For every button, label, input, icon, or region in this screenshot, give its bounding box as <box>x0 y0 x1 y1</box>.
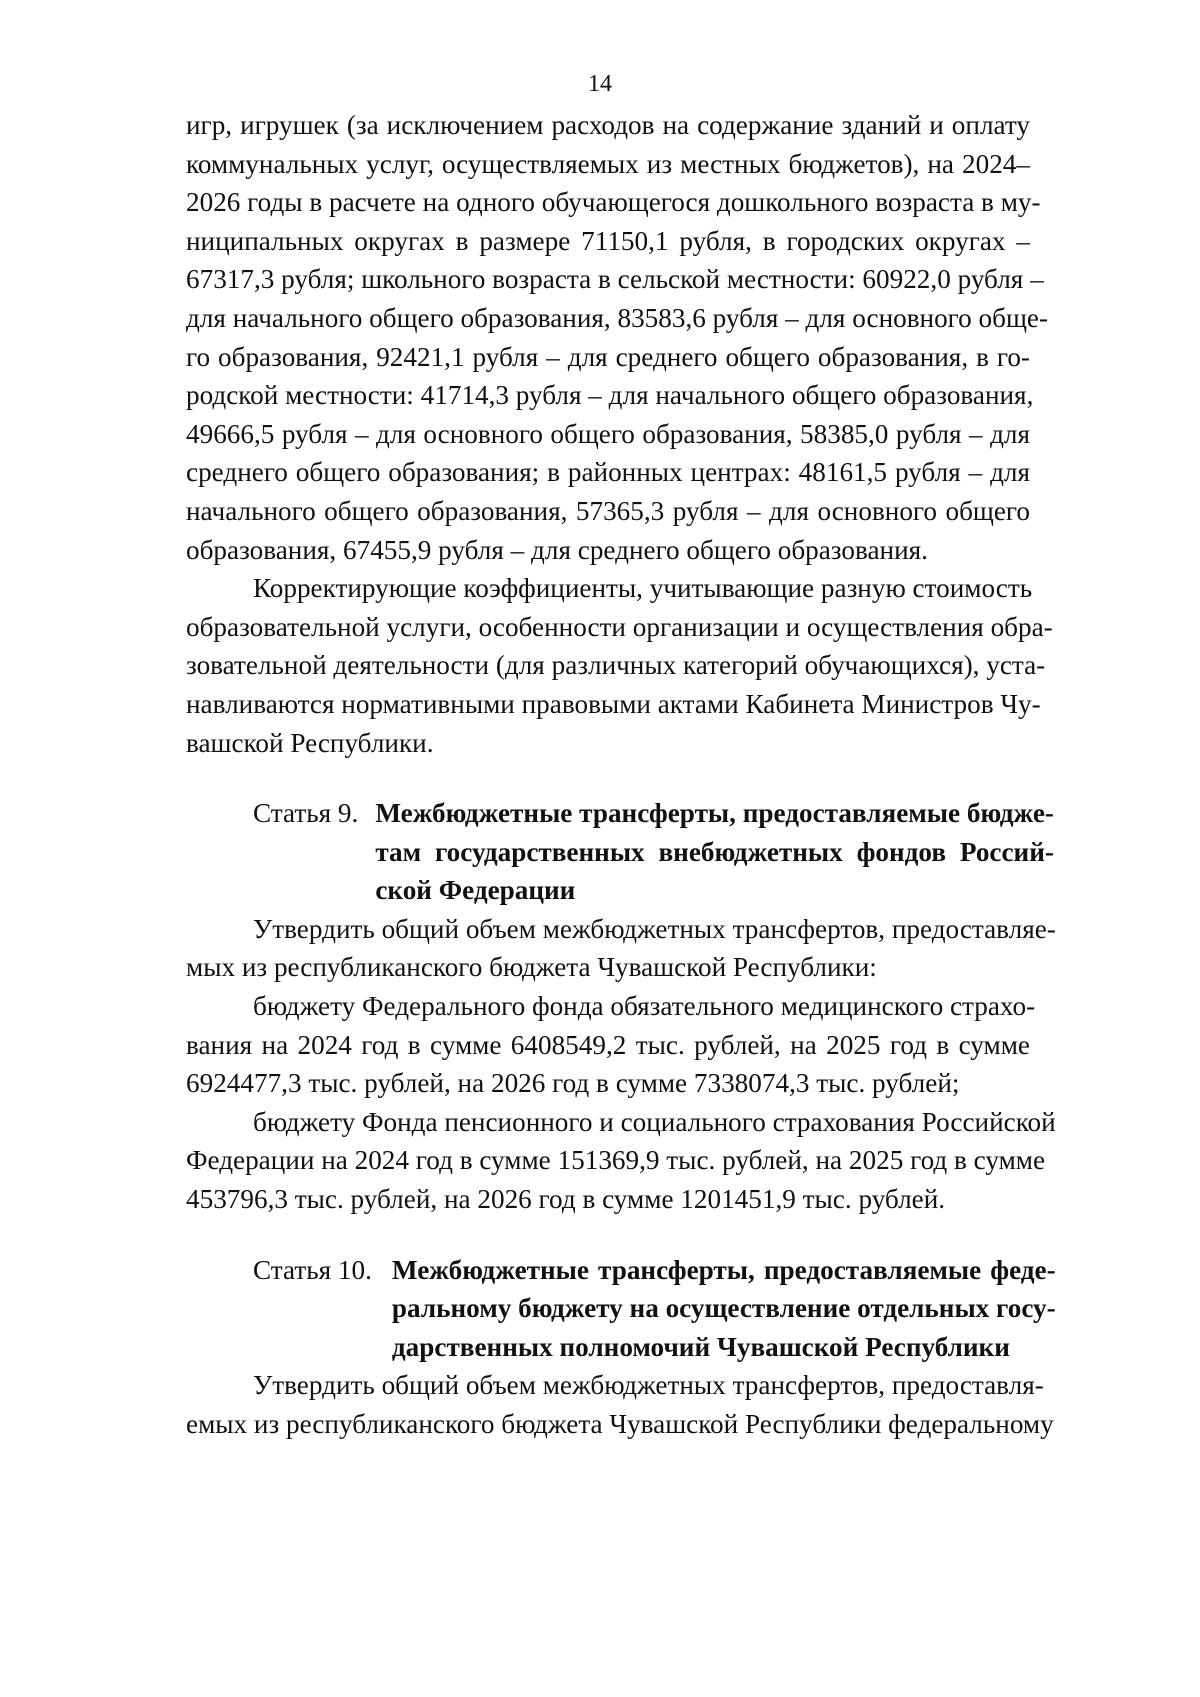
title-line: ральному бюджету на осуществление отдельных госу- <box>391 1293 1056 1324</box>
title-line: там государственных внебюджетных фондов Россий- <box>375 836 1054 867</box>
text-line: навливаются нормативными правовыми актами Кабинета Министров Чу- <box>186 688 1041 719</box>
text-line: 67317,3 рубля; школьного возраста в сельской местности: 60922,0 рубля – <box>186 264 1044 295</box>
text-line: ниципальных округах в размере 71150,1 рубля, в городских округах – <box>186 225 1030 256</box>
title-line: Межбюджетные трансферты, предоставляемые бюдже- <box>375 798 1054 829</box>
text-line: 49666,5 рубля – для основного общего образования, 58385,0 рубля – для <box>186 418 1030 449</box>
text-line: бюджету Федерального фонда обязательного медицинского страхо- <box>253 991 1036 1022</box>
article-10-title <box>372 1251 1056 1367</box>
text-line: Утвердить общий объем межбюджетных трансфертов, предоставляе- <box>253 913 1056 944</box>
text-line: Корректирующие коэффициенты, учитывающие разную стоимость <box>253 573 1033 604</box>
title-line: дарственных полномочий Чувашской Республики <box>391 1331 1010 1362</box>
paragraph-coefficients <box>186 569 1053 762</box>
text-line: бюджету Фонда пенсионного и социального страхования Российской <box>253 1106 1056 1137</box>
article-10-label: Статья 10. <box>253 1254 372 1285</box>
text-line: 2026 годы в расчете на одного обучающегося дошкольного возраста в му- <box>186 187 1041 218</box>
text-line: игр, игрушек (за исключением расходов на содержание зданий и оплату <box>186 110 1030 140</box>
text-line: коммунальных услуг, осуществляемых из местных бюджетов), на 2024– <box>186 148 1030 179</box>
text-line: 6924477,3 тыс. рублей, на 2026 год в сумме 7338074,3 тыс. рублей; <box>186 1068 960 1099</box>
text-line: вания на 2024 год в сумме 6408549,2 тыс. рублей, на 2025 год в сумме <box>186 1029 1030 1060</box>
article-10-paragraph-1 <box>186 1366 1054 1443</box>
text-line: среднего общего образования; в районных центрах: 48161,5 рубля – для <box>186 457 1030 488</box>
article-9-paragraph-2 <box>186 987 1036 1103</box>
text-line: 453796,3 тыс. рублей, на 2026 год в сумме 1201451,9 тыс. рублей. <box>186 1184 946 1215</box>
title-line: ской Федерации <box>375 875 576 906</box>
text-line: родской местности: 41714,3 рубля – для начального общего образования, <box>186 380 1034 411</box>
text-line: мых из республиканского бюджета Чувашской Республики: <box>186 952 877 983</box>
article-9-paragraph-1 <box>186 910 1056 987</box>
article-9-heading <box>186 794 1054 910</box>
text-line: Утвердить общий объем межбюджетных трансфертов, предоставля- <box>253 1370 1044 1401</box>
text-line: емых из республиканского бюджета Чувашской Республики федеральному <box>186 1409 1054 1439</box>
text-line: образовательной услуги, особенности организации и осуществления обра- <box>186 611 1053 642</box>
text-line: для начального общего образования, 83583,6 рубля – для основного обще- <box>186 302 1049 333</box>
article-9-paragraph-3 <box>186 1103 1056 1219</box>
text-line: го образования, 92421,1 рубля – для среднего общего образования, в го- <box>186 341 1030 372</box>
text-line: вашской Республики. <box>186 727 434 758</box>
paragraph-continuation <box>186 106 1049 569</box>
document-body <box>186 106 1056 1444</box>
article-9-title <box>358 794 1054 910</box>
article-10-heading <box>186 1251 1056 1367</box>
text-line: образования, 67455,9 рубля – для среднего общего образования. <box>186 534 928 565</box>
text-line: зовательной деятельности (для различных категорий обучающихся), уста- <box>186 650 1046 681</box>
text-line: начального общего образования, 57365,3 рубля – для основного общего <box>186 495 1030 526</box>
page-number: 14 <box>588 71 612 97</box>
title-line: Межбюджетные трансферты, предоставляемые феде- <box>391 1254 1056 1285</box>
text-line: Федерации на 2024 год в сумме 151369,9 тыс. рублей, на 2025 год в сумме <box>186 1145 1046 1176</box>
article-9-label: Статья 9. <box>253 798 359 829</box>
